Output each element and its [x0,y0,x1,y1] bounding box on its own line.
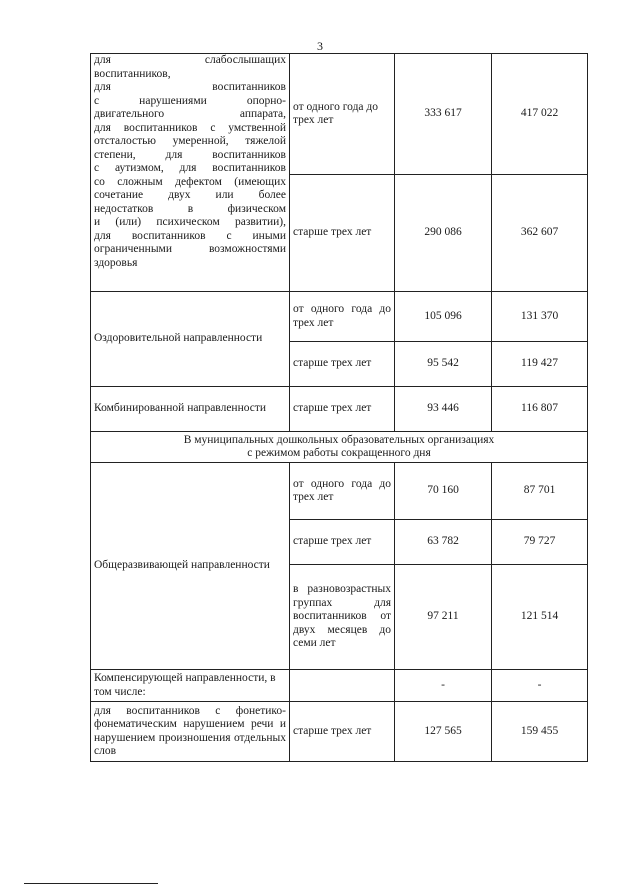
value-cell: 333 617 [395,54,492,175]
category-cell: Общеразвивающей направленности [91,463,290,670]
category-line: для воспитанников [94,81,286,93]
age-cell: старше трех лет [290,342,395,387]
value-cell: 290 086 [395,175,492,292]
section-header-line-2: с режимом работы сокращенного дня [247,447,431,459]
category-line: со сложным дефектом (имеющих [94,175,286,188]
value-cell: 87 701 [492,463,588,520]
category-cell: для воспитанников с фонетико-фонематическим нарушением речи и нарушением произношения отдельных слов [91,702,290,762]
section-header-row [91,432,588,463]
category-line: степени, для воспитанников [94,148,286,161]
category-line: сочетание двух или более [94,189,286,201]
value-cell: 63 782 [395,520,492,565]
category-line: ограниченными возможностями [94,243,286,255]
value-cell: - [395,670,492,702]
value-cell: - [492,670,588,702]
value-cell: 119 427 [492,342,588,387]
category-line: воспитанников, [94,67,171,80]
age-cell: старше трех лет [290,175,395,292]
category-line: двигательного аппарата, [94,108,286,120]
table-row [91,670,588,702]
table-row [91,387,588,432]
value-cell: 105 096 [395,292,492,342]
category-cell: Компенсирующей направленности, в том числе: [91,670,290,702]
value-cell: 131 370 [492,292,588,342]
age-cell: в разновозрастных группах для воспитанников от двух месяцев до семи лет [290,565,395,670]
table-row [91,702,588,762]
category-line: с нарушениями опорно- [94,94,286,107]
table-row [91,463,588,520]
value-cell: 121 514 [492,565,588,670]
section-header-line-1: В муниципальных дошкольных образовательных организациях [183,433,495,446]
age-cell: от одного года до трех лет [290,463,395,520]
category-line: для воспитанников с умственной [94,121,286,134]
category-line: отсталостью умеренной, тяжелой [94,135,286,147]
category-line: недостатков в физическом [94,202,286,215]
age-cell: от одного года до трех лет [290,292,395,342]
value-cell: 97 211 [395,565,492,670]
category-line: для слабослышащих [94,54,286,66]
category-line: с аутизмом, для воспитанников [94,162,286,174]
category-text-special [94,54,286,270]
value-cell: 362 607 [492,175,588,292]
value-cell: 79 727 [492,520,588,565]
value-cell: 127 565 [395,702,492,762]
value-cell: 417 022 [492,54,588,175]
category-line: здоровья [94,256,138,269]
age-cell: старше трех лет [290,520,395,565]
age-cell: от одного года до трех лет [290,54,395,175]
age-cell: старше трех лет [290,702,395,762]
category-cell-special [91,54,290,292]
page-number: 3 [317,39,323,53]
category-cell: Оздоровительной направленности [91,292,290,387]
section-header [91,432,588,463]
value-cell: 70 160 [395,463,492,520]
category-line: для воспитанников с иными [94,229,286,242]
cost-table [90,53,588,762]
value-cell: 116 807 [492,387,588,432]
table-row [91,54,588,175]
age-cell: старше трех лет [290,387,395,432]
table-row [91,292,588,342]
category-cell: Комбинированной направленности [91,387,290,432]
value-cell: 95 542 [395,342,492,387]
footnote-divider [24,883,158,884]
category-line: и (или) психическом развитии), [94,216,286,228]
value-cell: 93 446 [395,387,492,432]
age-cell [290,670,395,702]
value-cell: 159 455 [492,702,588,762]
